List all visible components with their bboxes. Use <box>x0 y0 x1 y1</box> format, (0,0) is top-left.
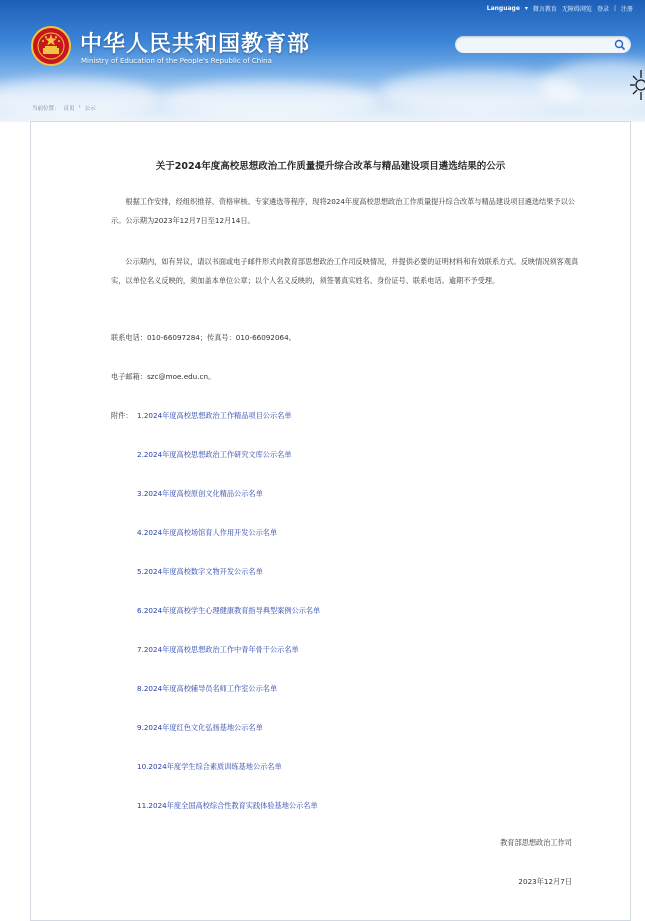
attachment-link[interactable]: 9.2024年度红色文化弘扬基地公示名单 <box>137 723 263 732</box>
signature-date: 2023年12月7日 <box>518 877 572 886</box>
site-header <box>0 0 645 122</box>
article-title: 关于2024年度高校思想政治工作质量提升综合改革与精品建设项目遴选结果的公示 <box>155 161 506 172</box>
breadcrumb-prefix: 当前位置： <box>32 106 60 112</box>
article-paragraph: 根据工作安排，经组织推荐、资格审核、专家遴选等程序，现将2024年度高校思想政治工作质量提升综合改革与精品建设项目遴选结果予以公示。公示期为2023年12月7日至12月14日。 <box>111 197 575 225</box>
signature-department: 教育部思想政治工作司 <box>500 838 572 847</box>
attachment-link[interactable]: 3.2024年度高校原创文化精品公示名单 <box>137 489 263 498</box>
breadcrumb <box>32 104 96 112</box>
article-container <box>30 121 631 921</box>
breadcrumb-home-link[interactable]: 首页 <box>63 106 75 112</box>
login-link[interactable]: 登录 <box>596 6 609 13</box>
national-emblem-icon <box>31 26 71 66</box>
header-cloud <box>160 82 380 118</box>
attachment-link[interactable]: 4.2024年度高校场馆育人作用开发公示名单 <box>137 528 278 537</box>
breadcrumb-separator: › <box>78 104 81 110</box>
weiyan-education-link[interactable]: 微言教育 <box>532 6 557 13</box>
attachment-link[interactable]: 11.2024年度全国高校综合性教育实践体验基地公示名单 <box>137 801 318 810</box>
nav-divider: | <box>613 5 616 12</box>
accessibility-link[interactable]: 无障碍浏览 <box>561 6 592 13</box>
decorative-flower-icon <box>627 68 645 102</box>
language-link[interactable]: Language <box>486 5 520 12</box>
site-subtitle: Ministry of Education of the People's Republic of China <box>81 57 272 65</box>
site-title[interactable]: 中华人民共和国教育部 <box>80 31 311 57</box>
breadcrumb-notice-link[interactable]: 公示 <box>84 106 96 112</box>
chevron-down-icon[interactable]: ▾ <box>524 5 528 12</box>
attachments-label: 附件： <box>111 411 133 420</box>
attachment-link[interactable]: 1.2024年度高校思想政治工作精品项目公示名单 <box>137 411 292 420</box>
attachment-link[interactable]: 6.2024年度高校学生心理健康教育指导典型案例公示名单 <box>137 606 321 615</box>
attachment-link[interactable]: 10.2024年度学生综合素质训练基地公示名单 <box>137 762 282 771</box>
search-icon[interactable] <box>614 39 626 51</box>
header-cloud <box>0 78 160 118</box>
search-input[interactable] <box>455 36 631 53</box>
contact-email: 电子邮箱：szc@moe.edu.cn。 <box>111 372 216 381</box>
register-link[interactable]: 注册 <box>620 6 633 13</box>
contact-phone: 联系电话：010-66097284；传真号：010-66092064。 <box>111 333 296 342</box>
article-paragraph: 公示期内，如有异议，请以书面或电子邮件形式向教育部思想政治工作司反映情况，并提供必要的证明材料和有效联系方式。反映情况须客观真实，以单位名义反映的，须加盖本单位公章；以个人名义反映的，须签署真实姓名、身份证号、联系电话。逾期不予受理。 <box>111 257 579 285</box>
attachment-link[interactable]: 7.2024年度高校思想政治工作中青年骨干公示名单 <box>137 645 299 654</box>
attachment-link[interactable]: 5.2024年度高校数字文物开发公示名单 <box>137 567 263 576</box>
attachment-link[interactable]: 8.2024年度高校辅导员名师工作室公示名单 <box>137 684 278 693</box>
top-navigation <box>487 4 633 13</box>
attachment-link[interactable]: 2.2024年度高校思想政治工作研究文库公示名单 <box>137 450 292 459</box>
